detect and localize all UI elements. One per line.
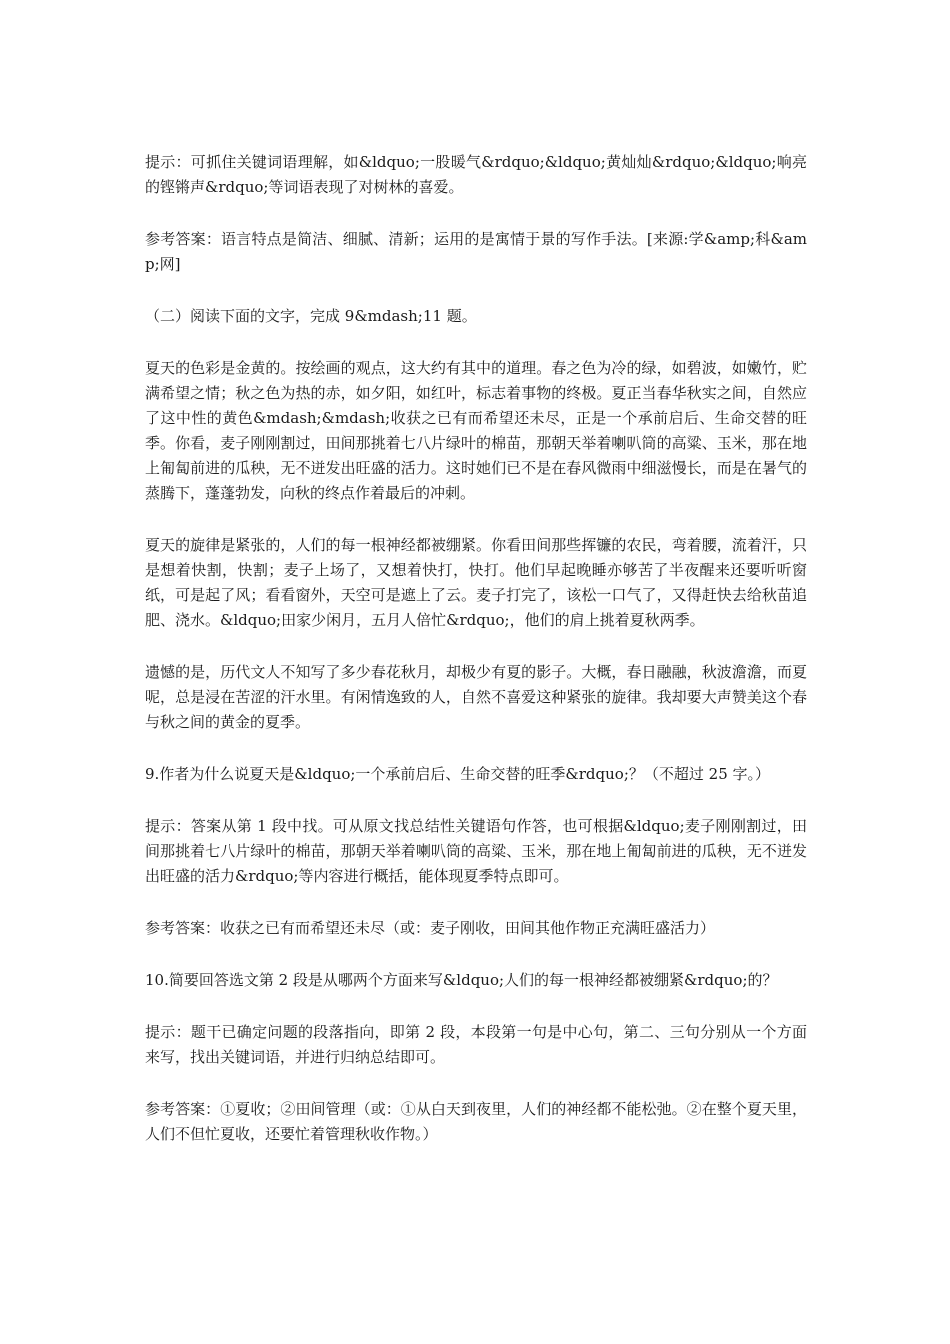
question-10: 10.简要回答选文第 2 段是从哪两个方面来写&ldquo;人们的每一根神经都被绷紧&rdquo;的？ [145,971,778,989]
answer-paragraph-9: 参考答案：收获之已有而希望还未尽（或：麦子刚收，田间其他作物正充满旺盛活力） [145,919,716,937]
hint-paragraph-10: 提示：题干已确定问题的段落指向，即第 2 段，本段第一句是中心句，第二、三句分别从一个方面来写，找出关键词语，并进行归纳总结即可。 [145,1023,807,1066]
hint-paragraph-8: 提示：可抓住关键词语理解，如&ldquo;一股暖气&rdquo;&ldquo;黄灿灿&rdquo;&ldquo;响亮的铿锵声&rdquo;等词语表现了对树林的喜爱。 [145,153,807,196]
section-heading: （二）阅读下面的文字，完成 9&mdash;11 题。 [145,307,477,325]
passage-paragraph-3: 遗憾的是，历代文人不知写了多少春花秋月，却极少有夏的影子。大概，春日融融，秋波澹澹，而夏呢，总是浸在苦涩的汗水里。有闲情逸致的人，自然不喜爱这种紧张的旋律。我却要大声赞美这个春与秋之间的黄金的夏季。 [145,663,807,731]
hint-paragraph-9: 提示：答案从第 1 段中找。可从原文找总结性关键语句作答，也可根据&ldquo;麦子刚刚割过，田间那挑着七八片绿叶的棉苗，那朝天举着喇叭筒的高粱、玉米，那在地上匍匐前进的瓜秧，无不迸发出旺盛的活力&rdquo;等内容进行概括，能体现夏季特点即可。 [145,817,807,885]
passage-paragraph-2: 夏天的旋律是紧张的，人们的每一根神经都被绷紧。你看田间那些挥镰的农民，弯着腰，流着汗，只是想着快割，快割；麦子上场了，又想着快打，快打。他们早起晚睡亦够苦了半夜醒来还要听听窗纸，可是起了风；看看窗外，天空可是遮上了云。麦子打完了，该松一口气了，又得赶快去给秋苗追肥、浇水。&ldquo;田家少闲月，五月人倍忙&rdquo;，他们的肩上挑着夏秋两季。 [145,536,807,629]
passage-paragraph-1: 夏天的色彩是金黄的。按绘画的观点，这大约有其中的道理。春之色为冷的绿，如碧波，如嫩竹，贮满希望之情；秋之色为热的赤，如夕阳，如红叶，标志着事物的终极。夏正当春华秋实之间，自然应了这中性的黄色&mdash;&mdash;收获之已有而希望还未尽，正是一个承前启后、生命交替的旺季。你看，麦子刚刚割过，田间那挑着七八片绿叶的棉苗，那朝天举着喇叭筒的高粱、玉米，那在地上匍匐前进的瓜秧，无不迸发出旺盛的活力。这时她们已不是在春风微雨中细滋慢长，而是在暑气的蒸腾下，蓬蓬勃发，向秋的终点作着最后的冲刺。 [145,359,807,502]
answer-paragraph-10: 参考答案：①夏收；②田间管理（或：①从白天到夜里，人们的神经都不能松弛。②在整个夏天里，人们不但忙夏收，还要忙着管理秋收作物。） [145,1100,807,1143]
question-9: 9.作者为什么说夏天是&ldquo;一个承前启后、生命交替的旺季&rdquo;？（不超过 25 字。） [145,765,771,783]
document-body [145,150,807,1174]
answer-paragraph-8: 参考答案：语言特点是简洁、细腻、清新；运用的是寓情于景的写作手法。[来源:学&amp;科&amp;网] [145,230,807,273]
